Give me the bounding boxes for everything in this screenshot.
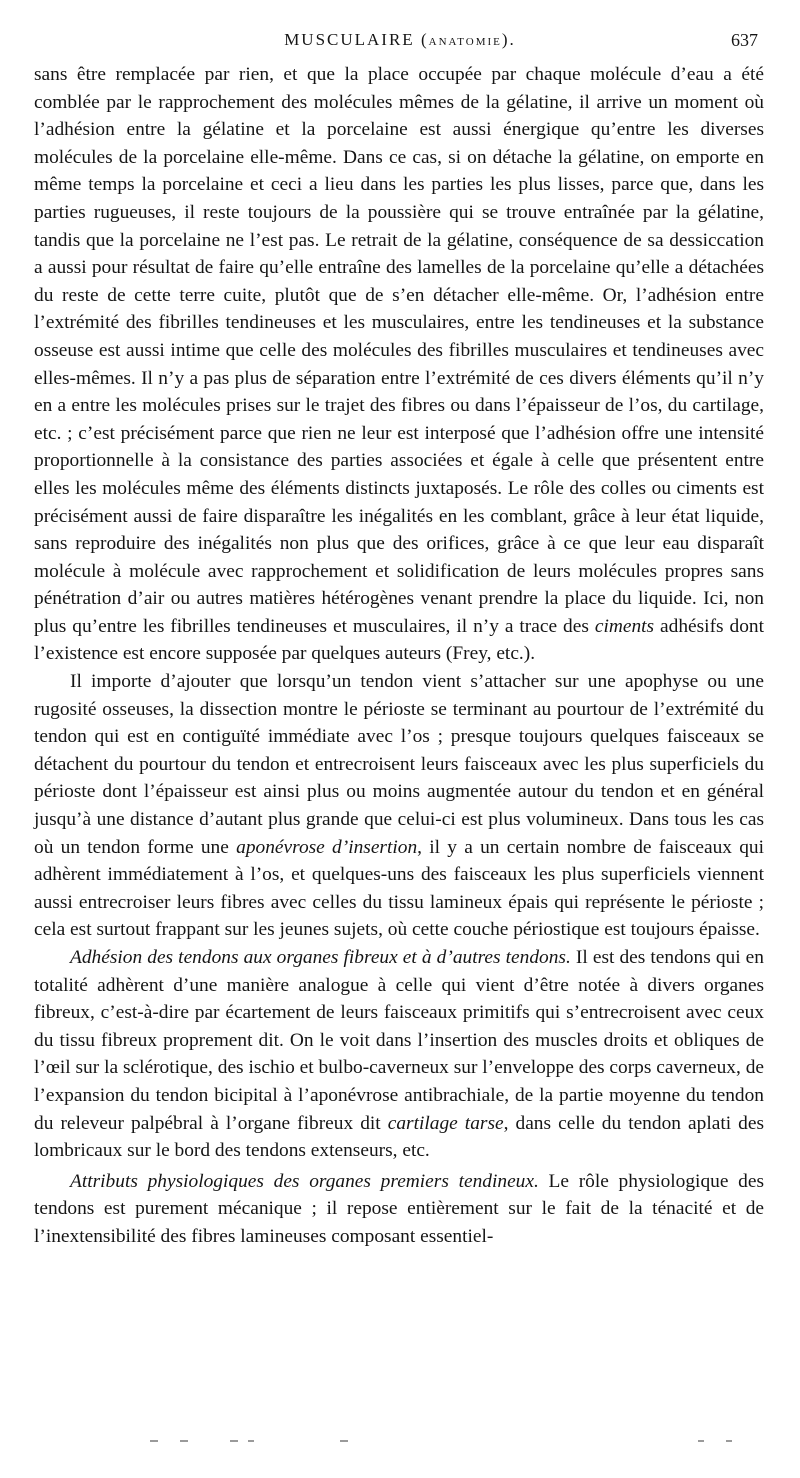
bottom-margin-marks xyxy=(150,1440,750,1448)
text-run: Le rôle physiologique des tendons est purement mécanique ; il repose entièrement sur le fait de la ténacité et de l’inextensibilité des fibres lamineuses composant essentiel- xyxy=(34,1170,764,1247)
page-number: 637 xyxy=(731,30,758,50)
text-run: , dans celle du tendon aplati des lombricaux sur le bord des tendons extenseurs, etc. xyxy=(34,1112,764,1162)
running-title xyxy=(0,30,800,50)
text-run: adhésifs dont l’existence est encore supposée par quelques auteurs (Frey, etc.). xyxy=(34,615,764,665)
italic-text: Attributs physiologiques des organes premiers tendineux. xyxy=(70,1170,539,1192)
paragraph-apophyse xyxy=(34,668,764,944)
running-title-open: ( xyxy=(414,30,429,49)
paragraph-adhesion-organes-fibreux xyxy=(34,944,764,1165)
italic-text: cartilage tarse xyxy=(387,1112,504,1134)
italic-text: ciments xyxy=(594,615,655,637)
text-run: Il importe d’ajouter que lorsqu’un tendon vient s’attacher sur une apophyse ou une rugosité osseuses, la dissection montre le périoste se terminant au pourtour de l’extrémité du tendon qui est en contiguïté immédiate avec l’os ; presque toujours quelques faisceaux se détachent du pourtour du tendon et entrecroisent leurs faisceaux avec les plus superficiels du périoste dont l’épaisseur est ainsi plus ou moins augmentée autour du tendon et en général jusqu’à une distance d’autant plus grande que celui-ci est plus volumineux. Dans tous les cas où un tendon forme une xyxy=(34,671,764,858)
paragraph-adhesion-gelatine xyxy=(34,61,764,668)
body-text xyxy=(34,61,764,1251)
paragraph-attributs-physiologiques xyxy=(34,1168,764,1251)
running-header xyxy=(0,30,800,58)
text-run: Il est des tendons qui en totalité adhèrent d’une manière analogue à celle qui vient d’être notée à divers organes fibreux, c’est-à-dire par écartement de leurs faisceaux primitifs qui s’entrecroisent avec ceux du tissu fibreux proprement dit. On le voit dans l’insertion des muscles droits et obliques de l’œil sur la sclérotique, des ischio et bulbo-caverneux sur l’enveloppe des corps caverneux, de l’expansion du tendon bicipital à l’aponévrose antibrachiale, de la partie moyenne du tendon du releveur palpébral à l’organe fibreux dit xyxy=(34,947,764,1134)
running-title-close: ). xyxy=(501,30,516,49)
running-title-subtitle: ANATOMIE xyxy=(428,36,502,48)
text-run: sans être remplacée par rien, et que la place occupée par chaque molécule d’eau a été comblée par le rapprochement des molécules mêmes de la gélatine, il arrive un moment où l’adhésion entre la gélatine et la porcelaine est aussi énergique qu’entre les diverses molécules de la porcelaine elle-même. Dans ce cas, si on détache la gélatine, on emporte en même temps la porcelaine et ceci a lieu dans les parties les plus lisses, parce que, dans les parties rugueuses, il reste toujours de la poussière qui se trouve entraînée par la gélatine, tandis que la porcelaine ne l’est pas. Le retrait de la gélatine, conséquence de sa dessiccation a aussi pour résultat de faire qu’elle entraîne des lamelles de la porcelaine qu’elle a détachées du reste de cette terre cuite, plutôt que de s’en détacher elle-même. Or, l’adhésion entre l’extrémité des fibrilles tendineuses et les musculaires, entre les tendineuses et la substance osseuse est aussi intime que celle des molécules des fibrilles musculaires et tendineuses avec elles-mêmes. Il n’y a pas plus de séparation entre l’extrémité de ces divers éléments qu’il n’y en a entre les molécules prises sur le trajet des fibres ou dans l’épaisseur de l’os, du cartilage, etc. ; c’est précisément parce que rien ne leur est interposé que l’adhésion offre une intensité proportionnelle à la consistance des parties associées et égale à celle que présentent entre elles les molécules même des éléments distincts juxtaposés. Le rôle des colles ou ciments est précisément aussi de faire disparaître les inégalités en les comblant, grâce à leur état liquide, sans reproduire des inégalités non plus que des orifices, grâce à ce que leur eau disparaît molécule à molécule avec rapprochement et solidification de leurs molécules propres sans pénétration d’air ou autres matières hétérogènes venant prendre la place du liquide. Ici, non plus qu’entre les fibrilles tendineuses et musculaires, il n’y a trace des xyxy=(34,64,764,637)
italic-text: aponévrose d’insertion xyxy=(236,836,418,858)
italic-text: Adhésion des tendons aux organes fibreux et à d’autres tendons. xyxy=(70,947,571,968)
text-run: , il y a un certain nombre de faisceaux qui adhèrent immédiatement à l’os, et quelques-uns des faisceaux les plus superficiels viennent aussi entrecroiser leurs fibres avec celles du tissu lamineux épais qui représente le périoste ; cela est surtout frappant sur les jeunes sujets, où cette couche périostique est toujours épaisse. xyxy=(34,836,765,941)
running-title-main: MUSCULAIRE xyxy=(284,30,415,49)
